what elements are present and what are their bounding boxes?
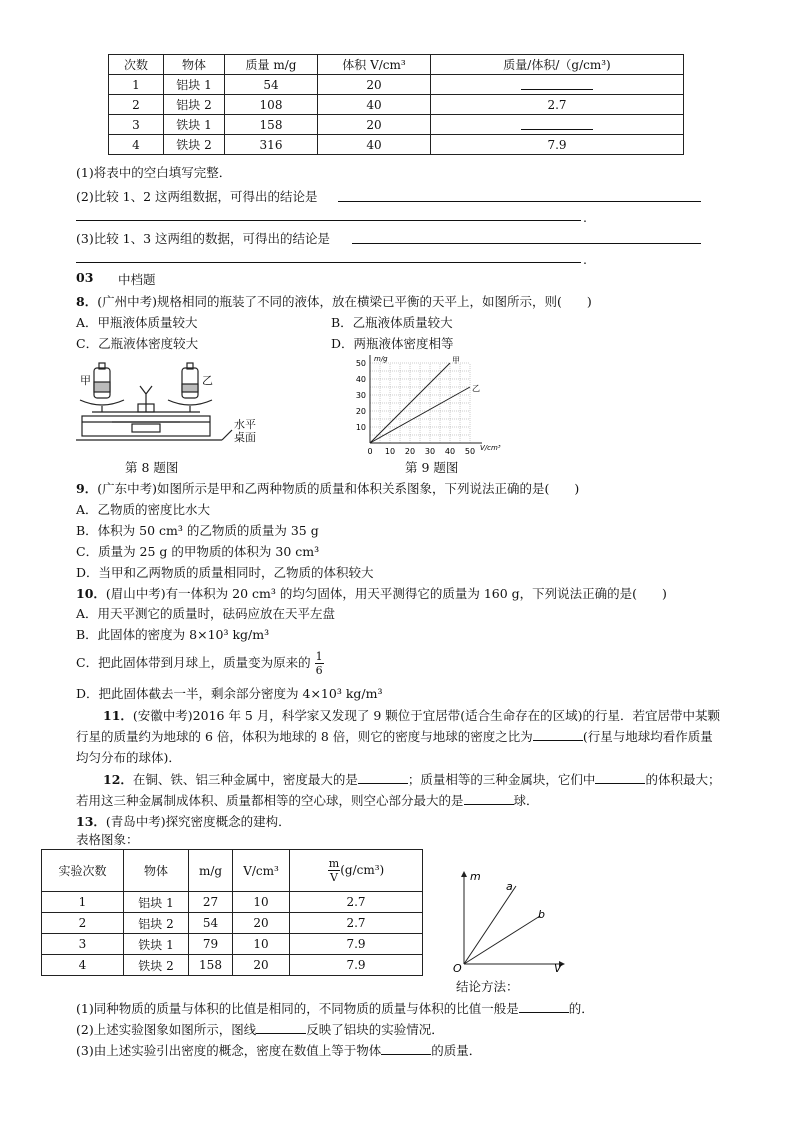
method-label: 结论方法： <box>456 979 519 994</box>
table-cell: 27 <box>189 892 233 913</box>
table-cell: 158 <box>225 115 318 135</box>
text: 在铜、铁、铝三种金属中，密度最大的是 <box>132 772 358 787</box>
text: 的． <box>568 1001 594 1016</box>
label-yi: 乙 <box>202 374 213 387</box>
origin-label: O <box>453 962 462 975</box>
fraction-denominator: 6 <box>315 664 323 677</box>
table-cell: 158 <box>189 955 233 976</box>
table-row <box>42 934 423 955</box>
table-header-row <box>42 850 423 892</box>
fraction-numerator: m <box>328 857 340 870</box>
table-header-cell: 质量/体积/（g/cm³) <box>431 55 684 75</box>
answer-line[interactable] <box>338 201 701 202</box>
fraction <box>328 857 340 884</box>
table-cell: 10 <box>233 934 290 955</box>
table-cell: 4 <box>109 135 164 155</box>
table-cell: 108 <box>225 95 318 115</box>
option-a[interactable]: A．乙物质的密度比水大 <box>76 502 211 517</box>
table-cell: 54 <box>189 913 233 934</box>
balance-figure <box>72 360 272 454</box>
question-text: (安徽中考)2016 年 5 月，科学家又发现了 9 颗位于宜居带(适合生命存在的区域)的行星．若宜居带中某颗 <box>132 708 720 723</box>
line-a-label: a <box>506 880 513 893</box>
answer-blank[interactable] <box>358 771 408 784</box>
axis-label-v: V <box>554 962 562 975</box>
figure-8-caption: 第 8 题图 <box>125 460 179 475</box>
text: 的质量． <box>431 1043 482 1058</box>
q13-graph <box>450 868 570 976</box>
sub-question-3: (3)比较 1、3 这两组的数据，可得出的结论是 <box>76 231 331 246</box>
table-cell: 20 <box>233 913 290 934</box>
text: 球． <box>513 793 539 808</box>
x-tick-label: 40 <box>444 447 456 456</box>
y-tick-label: 40 <box>355 375 366 384</box>
question-number: 10． <box>76 586 106 601</box>
table-cell: 3 <box>109 115 164 135</box>
table-cell: 2 <box>42 913 124 934</box>
question-12-line-2 <box>76 791 539 809</box>
line-a <box>464 886 516 964</box>
line-b-label: b <box>538 908 545 921</box>
question-text: (广州中考)规格相同的瓶装了不同的液体，放在横梁已平衡的天平上，如图所示，则( ) <box>97 294 592 309</box>
table-cell: 1 <box>42 892 124 913</box>
table-cell: 3 <box>42 934 124 955</box>
table-cell: 10 <box>233 892 290 913</box>
table-header-cell: 体积 V/cm³ <box>318 55 431 75</box>
table-cell: 79 <box>189 934 233 955</box>
table-row <box>109 135 684 155</box>
answer-blank[interactable] <box>256 1021 306 1034</box>
question-number: 11． <box>103 708 133 723</box>
axis-label-m: m <box>470 870 481 883</box>
table-cell: 7.9 <box>290 934 423 955</box>
table-cell: 1 <box>109 75 164 95</box>
y-tick-label: 50 <box>355 359 366 368</box>
x-tick-label: 0 <box>367 447 373 456</box>
table-header-cell: 实验次数 <box>42 850 124 892</box>
answer-line[interactable] <box>352 243 701 244</box>
text: (行星与地球均看作质量 <box>582 729 713 744</box>
question-10 <box>76 584 667 602</box>
data-table-1 <box>108 54 684 155</box>
table-header-row <box>109 55 684 75</box>
y-axis-label: m/g <box>374 355 388 363</box>
q13-part-3 <box>76 1041 481 1059</box>
option-d[interactable]: D．把此固体截去一半，剩余部分密度为 4×10³ kg/m³ <box>76 686 383 701</box>
option-c[interactable]: C．质量为 25 g 的甲物质的体积为 30 cm³ <box>76 544 320 559</box>
question-number: 8． <box>76 294 98 309</box>
table-cell: 7.9 <box>431 135 684 155</box>
table-cell: 2 <box>109 95 164 115</box>
label-surface-1: 水平 <box>234 418 256 431</box>
unit: (g/cm³) <box>340 863 385 877</box>
question-8 <box>76 292 592 310</box>
sub-question-1: (1)将表中的空白填写完整． <box>76 165 232 180</box>
answer-line[interactable] <box>76 220 581 221</box>
question-11-line-3: 均匀分布的球体)． <box>76 750 181 765</box>
answer-blank-cell[interactable] <box>431 75 684 95</box>
answer-blank[interactable] <box>464 792 514 805</box>
table-cell: 铁块 1 <box>164 115 225 135</box>
option-c[interactable]: C．乙瓶液体密度较大 <box>76 336 199 351</box>
answer-blank[interactable] <box>533 728 583 741</box>
answer-blank[interactable] <box>381 1042 431 1055</box>
table-row <box>42 892 423 913</box>
table-header-cell: 次数 <box>109 55 164 75</box>
table-cell: 铝块 2 <box>124 913 189 934</box>
table-header-cell: 质量 m/g <box>225 55 318 75</box>
x-tick-label: 50 <box>464 447 476 456</box>
table-cell: 20 <box>318 75 431 95</box>
table-cell: 4 <box>42 955 124 976</box>
table-cell: 20 <box>233 955 290 976</box>
option-d[interactable]: D．两瓶液体密度相等 <box>331 336 454 351</box>
question-13 <box>76 812 291 830</box>
question-text: (眉山中考)有一体积为 20 cm³ 的均匀固体，用天平测得它的质量为 160 g，下列说法正确的是( ) <box>105 586 667 601</box>
y-tick-label: 20 <box>355 407 366 416</box>
y-tick-label: 30 <box>355 391 366 400</box>
option-c[interactable] <box>76 650 324 677</box>
table-cell: 铝块 2 <box>164 95 225 115</box>
table-cell: 40 <box>318 95 431 115</box>
table-header-cell: V/cm³ <box>233 850 290 892</box>
period: . <box>583 210 587 225</box>
sub-question-2: (2)比较 1、2 这两组数据，可得出的结论是 <box>76 189 318 204</box>
text: (3)由上述实验引出密度的概念，密度在数值上等于物体 <box>76 1043 382 1058</box>
table-cell: 铝块 1 <box>164 75 225 95</box>
table-cell: 316 <box>225 135 318 155</box>
q13-part-2 <box>76 1020 444 1038</box>
question-11 <box>103 706 720 724</box>
text: ；质量相等的三种金属块，它们中 <box>407 772 596 787</box>
x-tick-label: 20 <box>404 447 416 456</box>
table-row <box>109 115 684 135</box>
question-number: 13． <box>76 814 106 829</box>
answer-blank[interactable] <box>519 1000 569 1013</box>
question-12 <box>103 770 720 788</box>
data-table-2 <box>41 849 423 976</box>
table-header-cell: 物体 <box>164 55 225 75</box>
table-row <box>109 95 684 115</box>
label-jia: 甲 <box>80 374 91 387</box>
figure-9-chart <box>340 353 520 457</box>
figure-9-caption: 第 9 题图 <box>405 460 459 475</box>
table-cell: 7.9 <box>290 955 423 976</box>
series-label: 甲 <box>452 356 460 365</box>
question-text: (广东中考)如图所示是甲和乙两种物质的质量和体积关系图象，下列说法正确的是( ) <box>97 481 580 496</box>
text: 反映了铝块的实验情况． <box>306 1022 444 1037</box>
table-row <box>109 75 684 95</box>
table-header-cell: m/g <box>189 850 233 892</box>
table-row <box>42 913 423 934</box>
text: (1)同种物质的质量与体积的比值是相同的，不同物质的质量与体积的比值一般是 <box>76 1001 519 1016</box>
section-number: 03 <box>76 270 94 285</box>
x-tick-label: 10 <box>384 447 396 456</box>
answer-line[interactable] <box>76 262 581 263</box>
series-label: 乙 <box>472 384 480 393</box>
question-11-line-2 <box>76 727 713 745</box>
y-tick-label: 10 <box>355 423 366 432</box>
option-b[interactable]: B．此固体的密度为 8×10³ kg/m³ <box>76 627 270 642</box>
table-cell: 铁块 1 <box>124 934 189 955</box>
answer-blank-cell[interactable] <box>431 115 684 135</box>
table-cell: 20 <box>318 115 431 135</box>
table-cell: 2.7 <box>290 892 423 913</box>
option-c-text: C．把此固体带到月球上，质量变为原来的 <box>76 655 311 670</box>
table-cell: 2.7 <box>290 913 423 934</box>
text: 行星的质量约为地球的 6 倍，体积为地球的 8 倍，则它的密度与地球的密度之比为 <box>76 729 533 744</box>
label-surface-2: 桌面 <box>234 431 256 444</box>
table-row <box>42 955 423 976</box>
question-13-sub: 表格图象： <box>76 832 139 847</box>
option-a[interactable]: A．用天平测它的质量时，砝码应放在天平左盘 <box>76 606 336 621</box>
question-number: 12． <box>103 772 133 787</box>
table-cell: 2.7 <box>431 95 684 115</box>
text: 若用这三种金属制成体积、质量都相等的空心球，则空心部分最大的是 <box>76 793 464 808</box>
x-axis-label: V/cm³ <box>480 444 501 452</box>
question-9 <box>76 479 579 497</box>
table-cell: 铝块 1 <box>124 892 189 913</box>
option-b[interactable]: B．体积为 50 cm³ 的乙物质的质量为 35 g <box>76 523 319 538</box>
table-header-cell <box>290 850 423 892</box>
section-title: 中档题 <box>118 272 156 287</box>
text: 的体积最大； <box>645 772 721 787</box>
option-a[interactable]: A．甲瓶液体质量较大 <box>76 315 198 330</box>
question-number: 9． <box>76 481 98 496</box>
fraction-numerator: 1 <box>315 650 323 663</box>
table-cell: 40 <box>318 135 431 155</box>
x-tick-label: 30 <box>424 447 436 456</box>
fraction-denominator: V <box>330 871 338 884</box>
table-cell: 54 <box>225 75 318 95</box>
text: (2)上述实验图象如图所示，图线 <box>76 1022 257 1037</box>
q13-part-1 <box>76 999 594 1017</box>
table-cell: 铁块 2 <box>164 135 225 155</box>
option-b[interactable]: B．乙瓶液体质量较大 <box>331 315 453 330</box>
table-cell: 铁块 2 <box>124 955 189 976</box>
table-header-cell: 物体 <box>124 850 189 892</box>
line-b <box>464 916 540 964</box>
option-d[interactable]: D．当甲和乙两物质的质量相同时，乙物质的体积较大 <box>76 565 374 580</box>
question-text: (青岛中考)探究密度概念的建构． <box>105 814 291 829</box>
period: . <box>583 252 587 267</box>
answer-blank[interactable] <box>595 771 645 784</box>
fraction <box>315 650 324 677</box>
